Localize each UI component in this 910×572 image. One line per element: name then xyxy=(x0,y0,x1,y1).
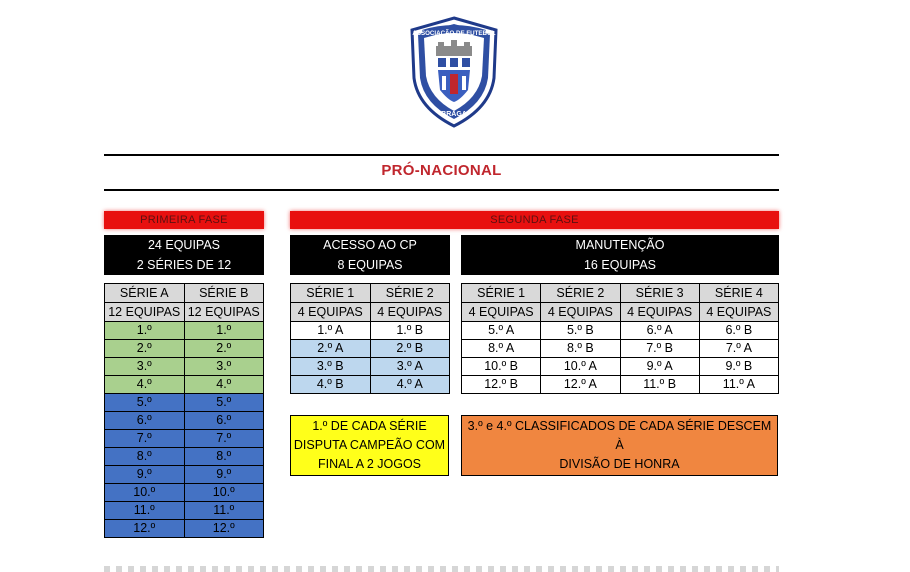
phase1-cell-a: 11.º xyxy=(105,502,185,520)
phase1-cell-a: 7.º xyxy=(105,430,185,448)
manutencao-cell: 5.º A xyxy=(462,322,541,340)
table-row xyxy=(291,358,450,376)
phase1-header-cell: 12 EQUIPAS xyxy=(105,303,185,322)
phase1-summary-box xyxy=(104,235,264,275)
manutencao-cell: 5.º B xyxy=(541,322,620,340)
manutencao-header-cell: 4 EQUIPAS xyxy=(541,303,620,322)
phase1-cell-b: 7.º xyxy=(184,430,264,448)
table-row xyxy=(105,340,264,358)
phase1-cell-b: 8.º xyxy=(184,448,264,466)
phase1-cell-b: 4.º xyxy=(184,376,264,394)
table-row xyxy=(105,520,264,538)
acesso-cell: 3.º A xyxy=(370,358,450,376)
phase1-header-row xyxy=(105,284,264,303)
phase1-header-cell: 12 EQUIPAS xyxy=(184,303,264,322)
manutencao-cell: 6.º B xyxy=(699,322,778,340)
acesso-header-cell: SÉRIE 2 xyxy=(370,284,450,303)
acesso-cell: 2.º A xyxy=(291,340,371,358)
phase1-cell-b: 5.º xyxy=(184,394,264,412)
acesso-cell: 1.º B xyxy=(370,322,450,340)
manutencao-cell: 10.º B xyxy=(462,358,541,376)
manutencao-header-cell: SÉRIE 2 xyxy=(541,284,620,303)
table-row xyxy=(105,448,264,466)
manutencao-header-cell: SÉRIE 3 xyxy=(620,284,699,303)
acesso-cell: 1.º A xyxy=(291,322,371,340)
manutencao-note-line2: DIVISÃO DE HONRA xyxy=(559,457,680,471)
phase1-cell-a: 5.º xyxy=(105,394,185,412)
manutencao-header-cell: 4 EQUIPAS xyxy=(462,303,541,322)
manutencao-header-cell: 4 EQUIPAS xyxy=(699,303,778,322)
table-row xyxy=(105,466,264,484)
phase1-summary-line1: 24 EQUIPAS xyxy=(147,238,221,252)
phase1-cell-a: 8.º xyxy=(105,448,185,466)
manutencao-summary-line2: 16 EQUIPAS xyxy=(583,258,657,272)
acesso-header-cell: 4 EQUIPAS xyxy=(291,303,371,322)
manutencao-cell: 7.º B xyxy=(620,340,699,358)
manutencao-cell: 12.º A xyxy=(541,376,620,394)
phase1-table xyxy=(104,283,264,538)
table-row xyxy=(462,340,779,358)
association-logo xyxy=(408,16,500,128)
table-row xyxy=(105,430,264,448)
phase1-cell-b: 1.º xyxy=(184,322,264,340)
manutencao-cell: 7.º A xyxy=(699,340,778,358)
acesso-summary-box xyxy=(290,235,450,275)
manutencao-summary-box xyxy=(461,235,779,275)
phase1-cell-a: 2.º xyxy=(105,340,185,358)
manutencao-cell: 11.º A xyxy=(699,376,778,394)
table-row xyxy=(462,358,779,376)
table-row xyxy=(105,502,264,520)
phase1-cell-b: 9.º xyxy=(184,466,264,484)
phase1-header-cell: SÉRIE A xyxy=(105,284,185,303)
manutencao-cell: 11.º B xyxy=(620,376,699,394)
table-row xyxy=(291,322,450,340)
acesso-cell: 2.º B xyxy=(370,340,450,358)
table-row xyxy=(462,322,779,340)
manutencao-header-row xyxy=(462,284,779,303)
acesso-note xyxy=(290,415,449,476)
phase1-label: PRIMEIRA FASE xyxy=(104,211,264,229)
phase1-cell-b: 11.º xyxy=(184,502,264,520)
phase1-cell-b: 2.º xyxy=(184,340,264,358)
phase1-cell-a: 12.º xyxy=(105,520,185,538)
phase1-cell-b: 3.º xyxy=(184,358,264,376)
phase1-cell-b: 10.º xyxy=(184,484,264,502)
acesso-cell: 4.º B xyxy=(291,376,371,394)
acesso-header-row xyxy=(291,303,450,322)
manutencao-note xyxy=(461,415,778,476)
table-row xyxy=(105,376,264,394)
manutencao-table xyxy=(461,283,779,394)
manutencao-header-row xyxy=(462,303,779,322)
table-row xyxy=(105,322,264,340)
table-row xyxy=(105,394,264,412)
logo-top-text: ASSOCIAÇÃO DE FUTEBOL xyxy=(412,30,496,37)
phase1-cell-a: 4.º xyxy=(105,376,185,394)
acesso-note-line2: DISPUTA CAMPEÃO COM xyxy=(293,438,446,452)
manutencao-cell: 9.º B xyxy=(699,358,778,376)
phase1-header-row xyxy=(105,303,264,322)
table-row xyxy=(105,358,264,376)
manutencao-cell: 9.º A xyxy=(620,358,699,376)
manutencao-cell: 8.º B xyxy=(541,340,620,358)
manutencao-summary-line1: MANUTENÇÃO xyxy=(575,238,665,252)
table-row xyxy=(105,484,264,502)
phase1-cell-a: 3.º xyxy=(105,358,185,376)
acesso-cell: 3.º B xyxy=(291,358,371,376)
acesso-summary-line2: 8 EQUIPAS xyxy=(337,258,403,272)
manutencao-cell: 10.º A xyxy=(541,358,620,376)
manutencao-cell: 8.º A xyxy=(462,340,541,358)
acesso-table xyxy=(290,283,450,394)
phase1-header-cell: SÉRIE B xyxy=(184,284,264,303)
table-row xyxy=(291,376,450,394)
table-row xyxy=(105,412,264,430)
phase1-cell-b: 6.º xyxy=(184,412,264,430)
table-row xyxy=(291,340,450,358)
phase2-label: SEGUNDA FASE xyxy=(290,211,779,229)
manutencao-header-cell: 4 EQUIPAS xyxy=(620,303,699,322)
manutencao-note-line1: 3.º e 4.º CLASSIFICADOS DE CADA SÉRIE DESCEM À xyxy=(467,419,772,452)
acesso-header-cell: 4 EQUIPAS xyxy=(370,303,450,322)
phase1-cell-a: 1.º xyxy=(105,322,185,340)
phase1-summary-line2: 2 SÉRIES DE 12 xyxy=(136,258,232,272)
phase1-cell-b: 12.º xyxy=(184,520,264,538)
acesso-note-line1: 1.º DE CADA SÉRIE xyxy=(312,419,427,433)
acesso-cell: 4.º A xyxy=(370,376,450,394)
acesso-header-row xyxy=(291,284,450,303)
manutencao-header-cell: SÉRIE 1 xyxy=(462,284,541,303)
acesso-summary-line1: ACESSO AO CP xyxy=(323,238,417,252)
manutencao-cell: 12.º B xyxy=(462,376,541,394)
divider-bottom xyxy=(104,189,779,191)
table-row xyxy=(462,376,779,394)
acesso-note-line3: FINAL A 2 JOGOS xyxy=(317,457,422,471)
manutencao-header-cell: SÉRIE 4 xyxy=(699,284,778,303)
page-title: PRÓ-NACIONAL xyxy=(381,162,502,179)
phase1-cell-a: 10.º xyxy=(105,484,185,502)
phase1-cell-a: 9.º xyxy=(105,466,185,484)
acesso-header-cell: SÉRIE 1 xyxy=(291,284,371,303)
logo-bottom-text: BRAGA xyxy=(441,111,467,118)
manutencao-cell: 6.º A xyxy=(620,322,699,340)
cropped-text-strip xyxy=(104,566,779,572)
divider-top xyxy=(104,154,779,156)
phase1-cell-a: 6.º xyxy=(105,412,185,430)
